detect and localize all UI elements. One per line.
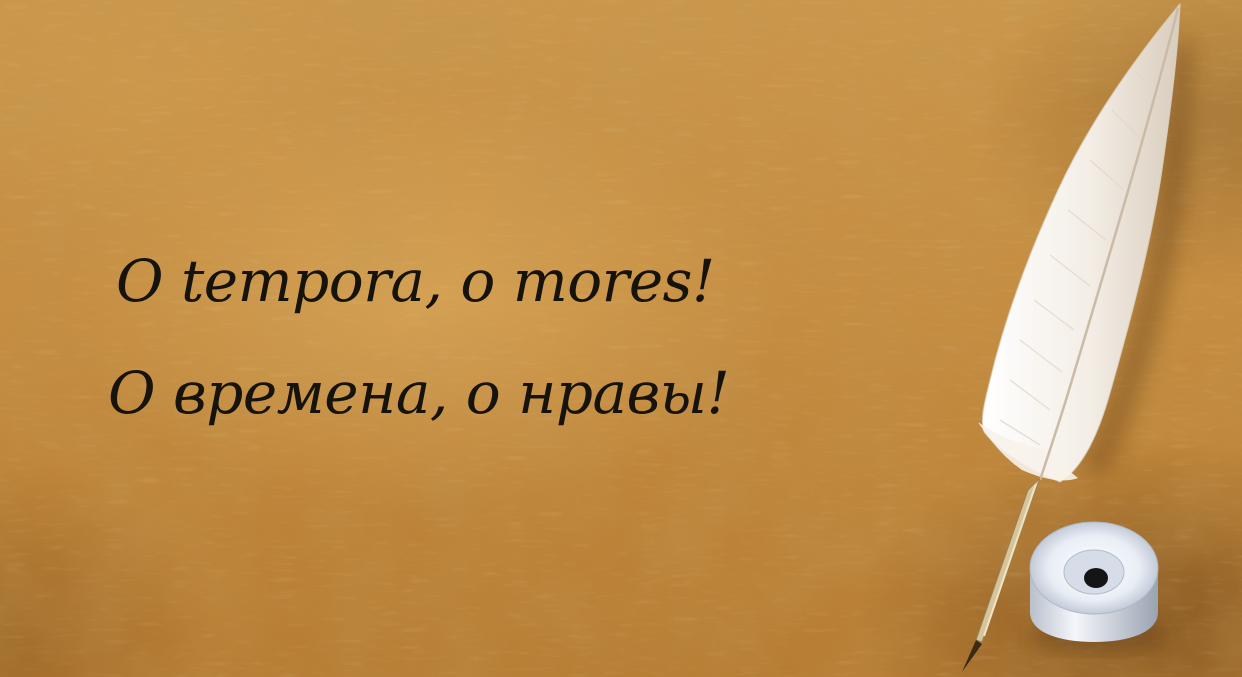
quote-russian: О времена, о нравы! <box>108 359 730 427</box>
inkwell-icon <box>1028 522 1168 652</box>
quote-latin: O tempora, o mores! <box>116 247 715 315</box>
